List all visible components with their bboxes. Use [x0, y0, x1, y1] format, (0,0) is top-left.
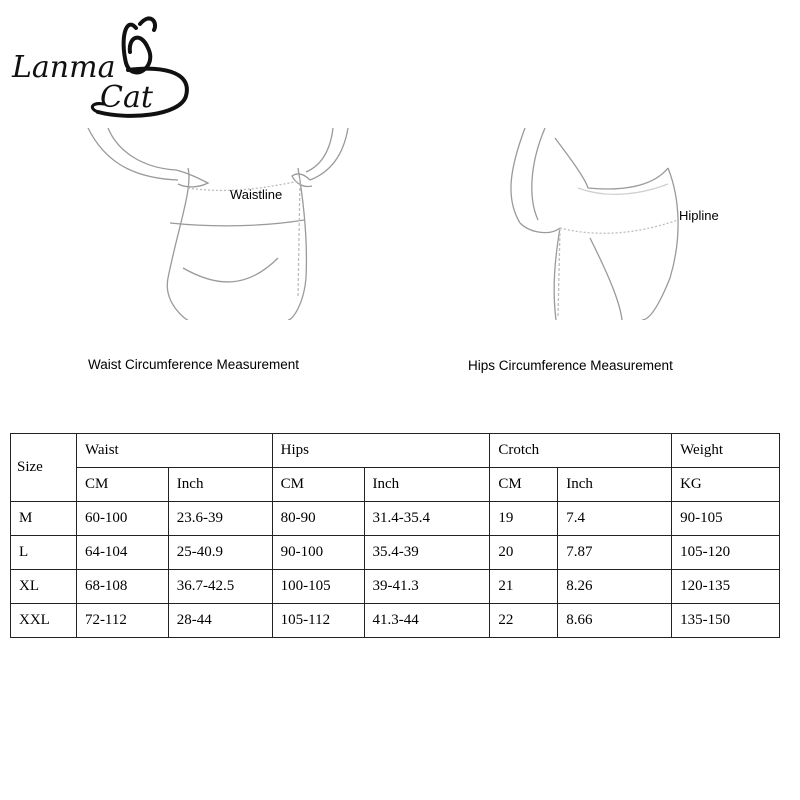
table-cell: 80-90: [272, 502, 364, 536]
table-cell: 105-112: [272, 604, 364, 638]
hips-body-sketch: [410, 128, 745, 320]
table-cell: 41.3-44: [364, 604, 490, 638]
table-row: [11, 570, 780, 604]
unit-header: CM: [76, 468, 168, 502]
table-cell: 39-41.3: [364, 570, 490, 604]
table-cell: 35.4-39: [364, 536, 490, 570]
table-cell: 28-44: [168, 604, 272, 638]
group-header-weight: Weight: [672, 434, 780, 468]
hipline-callout: Hipline: [679, 208, 719, 223]
table-header-row: [11, 434, 780, 468]
waistline-callout: Waistline: [230, 187, 283, 202]
table-cell: 8.26: [558, 570, 672, 604]
group-header-hips: Hips: [272, 434, 490, 468]
waist-body-sketch: [48, 128, 398, 320]
table-cell: 90-105: [672, 502, 780, 536]
table-row: [11, 536, 780, 570]
size-cell: M: [11, 502, 77, 536]
unit-header: CM: [272, 468, 364, 502]
table-cell: 25-40.9: [168, 536, 272, 570]
waist-caption: Waist Circumference Measurement: [88, 357, 300, 372]
logo-text-lanma: Lanma: [12, 50, 116, 85]
table-cell: 120-135: [672, 570, 780, 604]
unit-header: Inch: [558, 468, 672, 502]
table-cell: 20: [490, 536, 558, 570]
table-unit-row: [11, 468, 780, 502]
size-chart-table: [10, 433, 780, 638]
logo-text-cat: Cat: [100, 80, 153, 115]
table-cell: 90-100: [272, 536, 364, 570]
unit-header: CM: [490, 468, 558, 502]
table-cell: 135-150: [672, 604, 780, 638]
size-header: Size: [11, 434, 77, 502]
table-cell: 64-104: [76, 536, 168, 570]
group-header-crotch: Crotch: [490, 434, 672, 468]
table-row: [11, 604, 780, 638]
unit-header: Inch: [168, 468, 272, 502]
table-cell: 72-112: [76, 604, 168, 638]
table-row: [11, 502, 780, 536]
size-cell: XL: [11, 570, 77, 604]
table-cell: 31.4-35.4: [364, 502, 490, 536]
table-cell: 68-108: [76, 570, 168, 604]
hips-caption: Hips Circumference Measurement: [468, 358, 673, 373]
size-cell: L: [11, 536, 77, 570]
table-cell: 100-105: [272, 570, 364, 604]
table-cell: 7.4: [558, 502, 672, 536]
unit-header: KG: [672, 468, 780, 502]
hips-illustration: [410, 128, 745, 320]
brand-logo: [8, 8, 198, 123]
table-cell: 105-120: [672, 536, 780, 570]
table-cell: 22: [490, 604, 558, 638]
table-cell: 19: [490, 502, 558, 536]
unit-header: Inch: [364, 468, 490, 502]
group-header-waist: Waist: [76, 434, 272, 468]
waist-illustration: [48, 128, 398, 320]
size-cell: XXL: [11, 604, 77, 638]
table-cell: 23.6-39: [168, 502, 272, 536]
table-cell: 7.87: [558, 536, 672, 570]
table-cell: 8.66: [558, 604, 672, 638]
table-cell: 60-100: [76, 502, 168, 536]
table-cell: 21: [490, 570, 558, 604]
table-cell: 36.7-42.5: [168, 570, 272, 604]
